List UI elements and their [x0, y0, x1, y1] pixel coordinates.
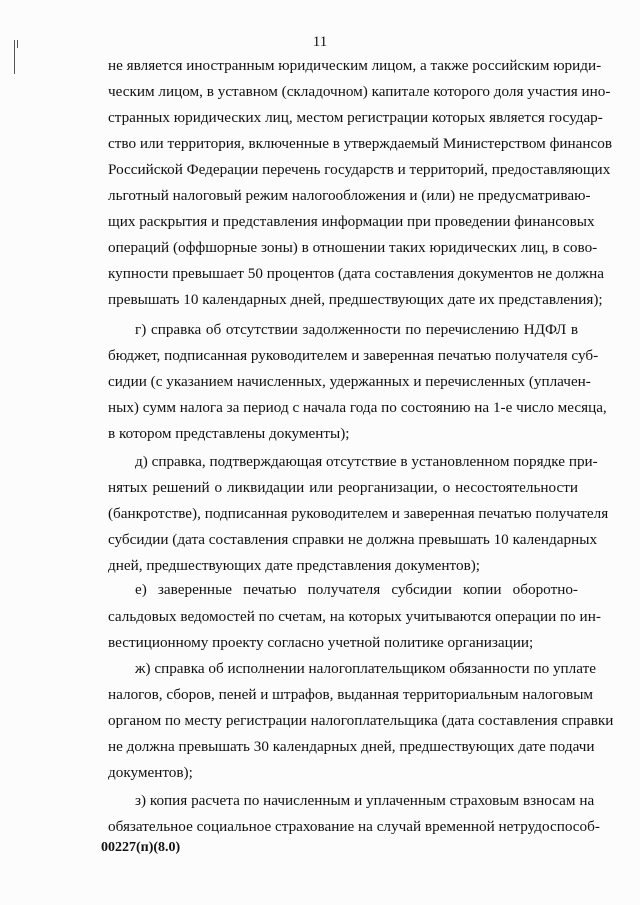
page-number: 11 [312, 34, 328, 50]
text-line: льготный налоговый режим налогообложения и (или) не предусматриваю- [108, 187, 591, 204]
text-line: сальдовых ведомостей по счетам, на которых учитываются операции по ин- [108, 608, 601, 625]
text-line: з) копия расчета по начисленным и уплаченным страховым взносам на [135, 792, 595, 809]
text-line: е) заверенные печатью получателя субсидии копии оборотно- [135, 581, 578, 598]
text-line: ство или территория, включенные в утверждаемый Министерством финансов [108, 135, 613, 152]
text-line: вестиционному проекту согласно учетной политике организации; [108, 634, 534, 651]
text-line: не должна превышать 30 календарных дней, предшествующих дате подачи [108, 738, 595, 755]
text-line: купности превышает 50 процентов (дата составления документов не должна [108, 265, 604, 282]
document-code: 00227(п)(8.0) [101, 840, 181, 855]
text-line: ж) справка об исполнении налогоплательщиком обязанности по уплате [135, 660, 596, 677]
text-line: щих раскрытия и представления информации при проведении финансовых [108, 213, 595, 230]
text-line: (банкротстве), подписанная руководителем и заверенная печатью получателя [108, 505, 609, 522]
text-line: документов); [108, 764, 193, 781]
text-line: органом по месту регистрации налогоплательщика (дата составления справки [108, 712, 614, 729]
text-line: налогов, сборов, пеней и штрафов, выданная территориальным налоговым [108, 686, 594, 703]
text-line: ных) сумм налога за период с начала года по состоянию на 1-е число месяца, [108, 399, 607, 416]
text-line: операций (оффшорные зоны) в отношении таких юридических лиц, в сово- [108, 239, 598, 256]
text-line: бюджет, подписанная руководителем и заверенная печатью получателя суб- [108, 347, 599, 364]
text-line: сидии (с указанием начисленных, удержанных и перечисленных (уплачен- [108, 373, 591, 390]
text-line: странных юридических лиц, местом регистрации которых является государ- [108, 109, 603, 126]
text-line: превышать 10 календарных дней, предшествующих дате их представления); [108, 291, 603, 308]
text-line: Российской Федерации перечень государств и территорий, предоставляющих [108, 161, 611, 178]
text-line: г) справка об отсутствии задолженности по перечислению НДФЛ в [135, 321, 578, 338]
text-line: субсидии (дата составления справки не должна превышать 10 календарных [108, 531, 598, 548]
text-line: в котором представлены документы); [108, 425, 350, 442]
text-line: нятых решений о ликвидации или реорганизации, о несостоятельности [108, 479, 578, 496]
text-line: дней, предшествующих дате представления документов); [108, 557, 481, 574]
text-line: не является иностранным юридическим лицом, а также российским юриди- [108, 57, 602, 74]
text-line: обязательное социальное страхование на случай временной нетрудоспособ- [108, 818, 600, 835]
text-line: д) справка, подтверждающая отсутствие в установленном порядке при- [135, 453, 598, 470]
text-line: ческим лицом, в уставном (складочном) капитале которого доля участия ино- [108, 83, 611, 100]
